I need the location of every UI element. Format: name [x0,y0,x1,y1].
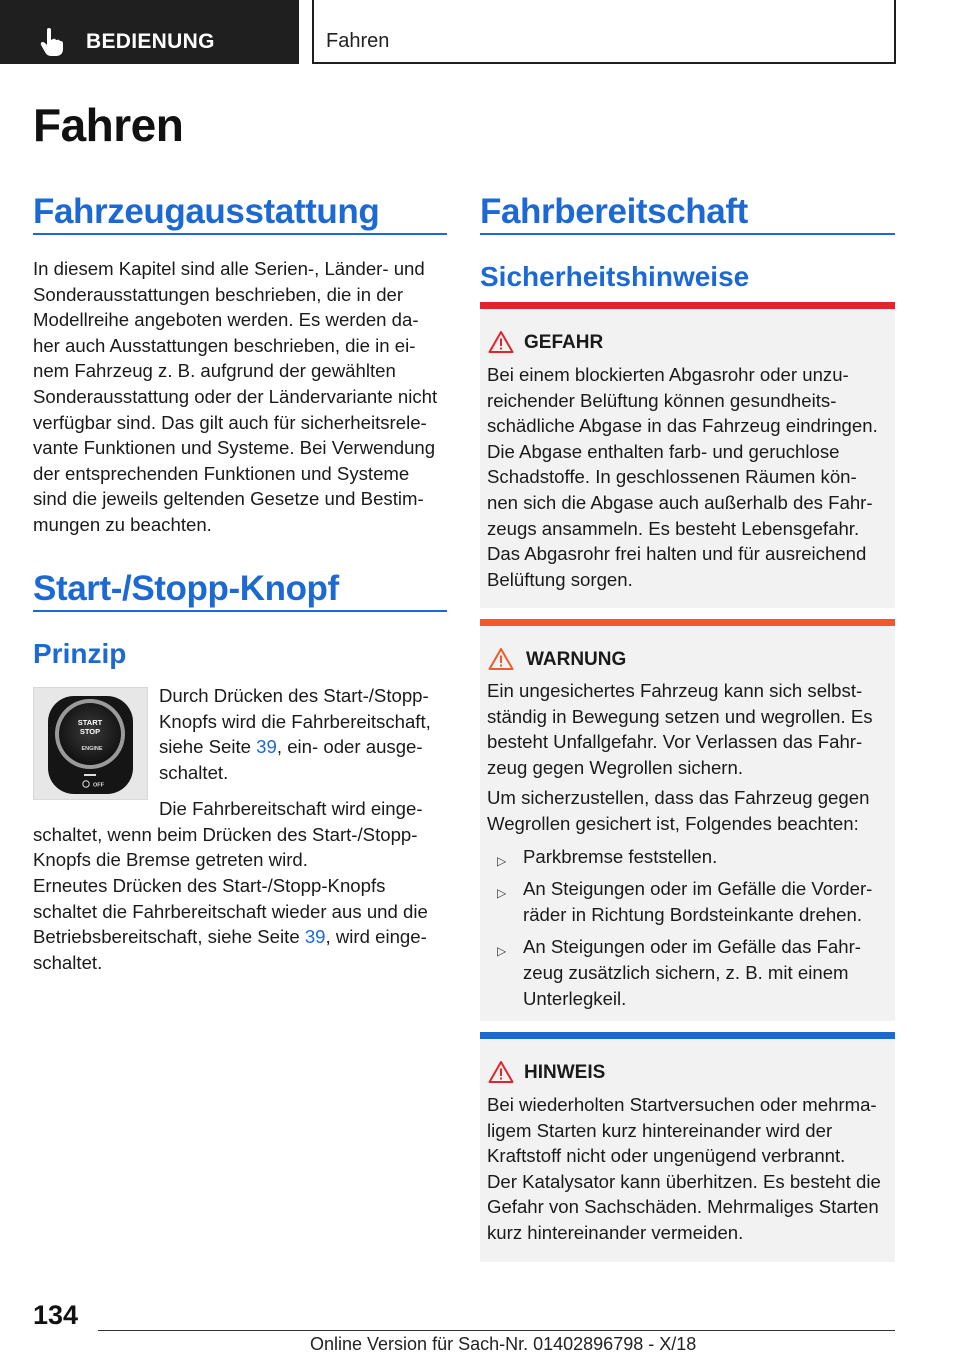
page-link-39[interactable]: 39 [256,736,277,758]
svg-text:OFF: OFF [93,782,104,789]
heading-prinzip: Prinzip [33,638,127,669]
notice-bar [480,1032,895,1039]
page-title: Fahren [33,99,184,151]
warning-text: Ein ungesichertes Fahrzeug kann sich selbst- ständig in Bewegung setzen und wegrollen. Es besteht Unfallgefahr. Vor Verlassen das Fahr- zeug gegen Wegrollen sichern. Um sicherzustellen, dass das Fahrzeug gegen Wegrollen gesichert ist, Folgendes beachten: ▷ Parkbremse feststellen. ▷ An Steigungen oder im Gefälle die Vorder- räder in Richtung Bordsteinkante drehen. ▷ An Steigungen oder im Gefälle das Fahr- zeug zusätzlich sichern, z. B. mit einem Unterlegkeil. [487,678,890,1011]
page-number: 134 [33,1300,79,1330]
notice-text: Bei wiederholten Startversuchen oder mehrma- ligem Starten kurz hintereinander wird der Kraftstoff nicht oder ungenügend verbrannt. Der Katalysator kann überhitzen. Es besteht die Gefahr von Sachschäden. Mehrmaliges Starten kurz hintereinander vermeiden. [487,1094,881,1243]
heading-rule [33,233,447,235]
svg-text:START: START [77,718,103,727]
danger-title: GEFAHR [524,332,604,353]
list-item: ▷ Parkbremse feststellen. [487,844,890,870]
start-stop-button-image [33,687,148,800]
footer-online-version: Online Version für Sach-Nr. 01402896798 - X/18 [310,1334,697,1354]
heading-fahrzeugausstattung: Fahrzeugausstattung [33,192,380,231]
heading-start-stopp: Start-/Stopp-Knopf [33,569,339,608]
paragraph-prinzip-3: Erneutes Drücken des Start-/Stopp-Knopfs schaltet die Fahrbereitschaft wieder aus und die Betriebsbereitschaft, siehe Seite 39, wird einge- schaltet. [33,875,428,973]
footer-rule [98,1330,895,1331]
warning-box [480,619,895,1021]
svg-text:ENGINE: ENGINE [81,746,103,752]
hand-pointer-icon [38,27,66,57]
bullet-triangle-icon: ▷ [497,886,507,901]
warning-title: WARNUNG [526,649,627,670]
breadcrumb-label: Fahren [326,30,390,52]
svg-text:STOP: STOP [79,727,101,736]
page-link-39[interactable]: 39 [304,926,326,948]
start-stop-button-graphic [34,688,147,799]
heading-rule [33,610,447,612]
paragraph-prinzip-1: Durch Drücken des Start-/Stopp- Knopfs wird die Fahrbereitschaft, siehe Seite 39, ein- oder ausge- schaltet. [159,685,431,783]
warning-triangle-icon [488,1060,514,1084]
paragraph-ausstattung: In diesem Kapitel sind alle Serien-, Länder- und Sonderausstattungen beschrieben, die in der Modellreihe angeboten werden. Es werden da- her auch Ausstattungen beschrieben, die in ei- nem Fahrzeug z. B. aufgrund der gewählten Sonderausstattung oder der Ländervariante nicht verfügbar sind. Das gilt auch für sicherheitsrele- vante Funktionen und Systeme. Bei Verwendung der entsprechenden Funktionen und Systeme sind die jeweils geltenden Gesetze und Bestim- mungen zu beachten. [33,258,438,535]
section-tab [0,0,299,64]
list-item: ▷ An Steigungen oder im Gefälle das Fahr- zeug zusätzlich sichern, z. B. mit einem Unterlegkeil. [497,936,861,1009]
heading-fahrbereitschaft: Fahrbereitschaft [480,192,748,231]
warning-bullet-list [487,844,890,1012]
bullet-triangle-icon: ▷ [497,944,507,959]
section-label: BEDIENUNG [86,30,215,53]
heading-rule [480,233,895,235]
list-item: ▷ An Steigungen oder im Gefälle die Vorder- räder in Richtung Bordsteinkante drehen. [497,878,873,925]
danger-text: Bei einem blockierten Abgasrohr oder unzu- reichender Belüftung können gesundheits- schädliche Abgase in das Fahrzeug eindringen. Die Abgase enthalten farb- und geruchlose Schadstoffe. In geschlossenen Räumen kön- nen sich die Abgase auch außerhalb des Fahr- zeugs ansammeln. Es besteht Lebensgefahr. Das Abgasrohr frei halten und für ausreichend Belüftung sorgen. [487,364,878,590]
paragraph-prinzip-2: Die Fahrbereitschaft wird einge- schaltet, wenn beim Drücken des Start-/Stopp- Knopfs die Bremse getreten wird. [33,798,423,871]
heading-sicherheitshinweise: Sicherheitshinweise [480,261,750,292]
breadcrumb [312,0,896,64]
warning-triangle-icon [488,330,514,354]
warning-triangle-icon [488,647,514,671]
notice-title: HINWEIS [524,1062,606,1083]
danger-box [480,302,895,608]
warning-bar [480,619,895,626]
bullet-triangle-icon: ▷ [497,853,507,868]
danger-bar [480,302,895,309]
notice-box [480,1032,895,1262]
